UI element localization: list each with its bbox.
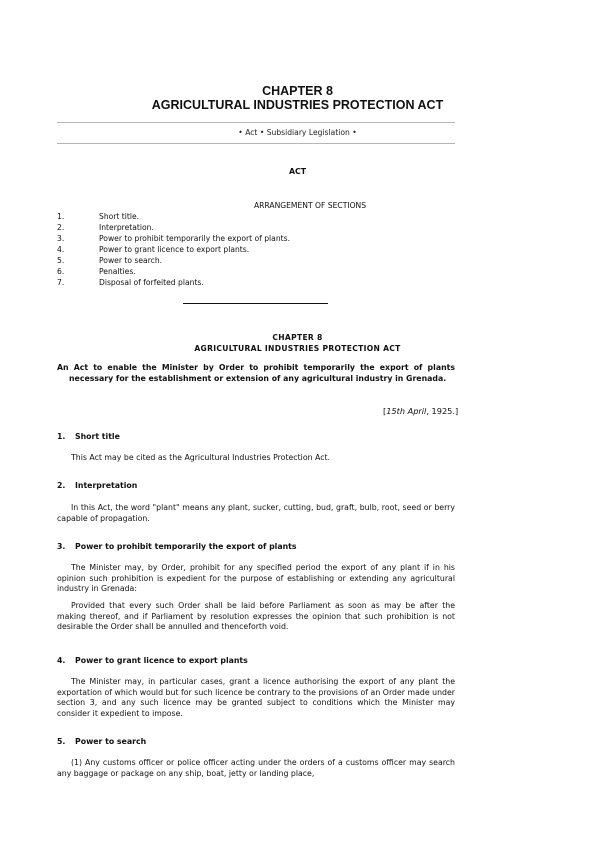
toc-number: 3. [57,234,65,243]
toc-item[interactable] [57,266,455,277]
section-paragraph: Provided that every such Order shall be laid before Parliament as soon as may be after the making thereof, and if Parliament by resolution expresses the opinion that such prohibition is not desirable the Order shall be annulled and thenceforth void. [57,601,455,632]
arrangement-heading [57,201,455,211]
toc-item[interactable] [57,211,455,222]
toc-number: 4. [57,245,65,254]
section-heading: 2. Interpretation [57,481,138,490]
section-heading: 5. Power to search [57,737,147,746]
section-paragraph: In this Act, the word "plant" means any plant, sucker, cutting, bud, graft, bulb, root, seed or berry capable of propagation. [57,503,455,523]
toc-number: 7. [57,278,65,287]
section-heading: 4. Power to grant licence to export plants [57,656,248,665]
body-act-title: AGRICULTURAL INDUSTRIES PROTECTION ACT [194,344,401,353]
toc-item[interactable] [57,255,455,266]
commencement-date-text: [15th April, 1925.] [383,406,459,416]
act-title: AGRICULTURAL INDUSTRIES PROTECTION ACT [151,98,444,112]
section-paragraph: (1) Any customs officer or police officer acting under the orders of a customs officer may search any baggage or package on any ship, boat, jetty or landing place, [57,758,455,778]
arrangement-heading-text: ARRANGEMENT OF SECTIONS [253,201,367,210]
toc-number: 1. [57,212,65,221]
toc-item[interactable] [57,277,455,288]
toc-text: Power to search. [99,256,163,265]
toc-number: 6. [57,267,65,276]
section-separator [183,303,328,304]
toc-text: Interpretation. [99,223,154,232]
toc-text: Disposal of forfeited plants. [99,278,204,287]
body-chapter-heading: CHAPTER 8 [272,333,323,342]
navigation-links[interactable]: • Act • Subsidiary Legislation • [238,128,357,137]
divider-bottom [57,143,455,144]
long-title-text: An Act to enable the Minister by Order to prohibit temporarily the export of plants necessary for the establishment or extension of any agricultural industry in Grenada. [57,363,455,383]
toc-text: Short title. [99,212,140,221]
section-heading: 3. Power to prohibit temporarily the export of plants [57,542,297,551]
chapter-heading: CHAPTER 8 [262,84,333,98]
toc-item[interactable] [57,222,455,233]
section-paragraph: The Minister may, by Order, prohibit for any specified period the export of any plant if in his opinion such prohibition is expedient for the purpose of establishing or extending any agricultural industry in Grenada: [57,563,455,594]
toc-text: Penalties. [99,267,136,276]
section-heading: 1. Short title [57,432,120,441]
toc-text: Power to prohibit temporarily the export of plants. [99,234,290,243]
toc-number: 5. [57,256,65,265]
long-title [57,363,455,384]
toc-number: 2. [57,223,65,232]
toc-item[interactable] [57,233,455,244]
section-paragraph: The Minister may, in particular cases, grant a licence authorising the export of any plant the exportation of which would but for such licence be contrary to the provisions of an Order made under section 3, and any such licence may be granted subject to conditions which the Minister may consider it expedient to impose. [57,677,455,718]
divider-top [57,122,455,123]
table-of-contents [57,211,455,288]
act-label: ACT [288,167,307,176]
toc-item[interactable] [57,244,455,255]
section-paragraph: This Act may be cited as the Agricultural Industries Protection Act. [71,453,331,462]
toc-text: Power to grant licence to export plants. [99,245,250,254]
